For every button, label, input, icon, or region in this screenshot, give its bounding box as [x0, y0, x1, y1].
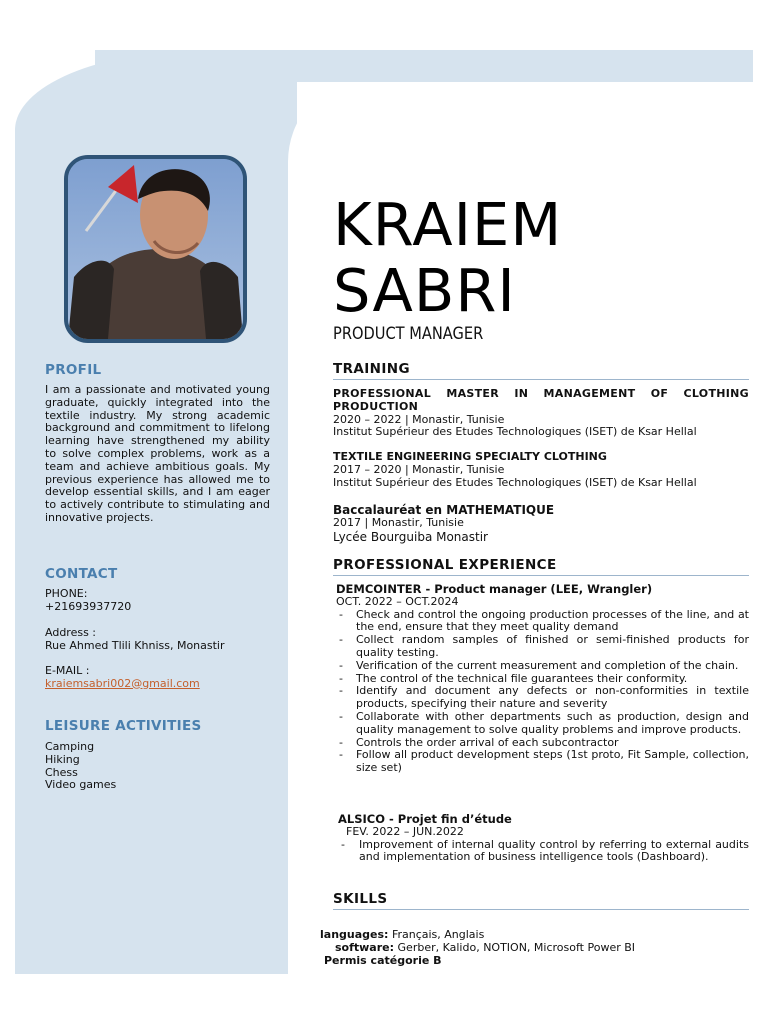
training-school: Institut Supérieur des Etudes Technologiques (ISET) de Ksar Hellal [333, 475, 697, 489]
job-dates: FEV. 2022 – JUN.2022 [346, 824, 464, 838]
job-bullets [336, 609, 749, 775]
list-item: - The control of the technical file guarantees their conformity. [336, 673, 749, 686]
list-item: - Collaborate with other departments such as production, design and quality management to solve quality problems and improve products. [336, 711, 749, 737]
skill-value: Gerber, Kalido, NOTION, Microsoft Power BI [397, 941, 636, 954]
training-title: PROFESSIONAL MASTER IN MANAGEMENT OF CLOTHING PRODUCTION [333, 387, 749, 413]
job-title: ALSICO - Projet fin d’étude [338, 812, 512, 826]
list-item: - Controls the order arrival of each subcontractor [336, 737, 749, 750]
skill-value: Français, Anglais [391, 928, 485, 941]
job-bullets [338, 839, 749, 865]
experience-heading: PROFESSIONAL EXPERIENCE [333, 557, 557, 573]
list-item: Hiking [45, 752, 80, 766]
section-divider [333, 575, 749, 576]
job-entry [336, 583, 749, 775]
skill-label: languages: [320, 928, 389, 941]
list-item: Camping [45, 740, 95, 753]
skill-label: software: [335, 941, 395, 954]
training-dates: 2017 – 2020 | Monastir, Tunisie [333, 462, 505, 476]
job-entry [338, 813, 749, 864]
section-divider [333, 379, 749, 380]
section-divider [333, 909, 749, 910]
list-item: - Improvement of internal quality control by referring to external audits and implementation of business intelligence tools (Dashboard). [338, 839, 749, 865]
training-school: Lycée Bourguiba Monastir [333, 529, 488, 544]
job-title: PRODUCT MANAGER [333, 324, 484, 344]
full-name [333, 192, 562, 324]
training-title: TEXTILE ENGINEERING SPECIALTY CLOTHING [333, 450, 607, 463]
training-dates: 2017 | Monastir, Tunisie [333, 516, 464, 529]
skills-heading: SKILLS [333, 891, 388, 907]
training-school: Institut Supérieur des Etudes Technologiques (ISET) de Ksar Hellal [333, 425, 697, 439]
list-item: Chess [45, 765, 78, 779]
address-value: Rue Ahmed Tlili Khniss, Monastir [45, 638, 225, 652]
first-name: SABRI [333, 256, 516, 325]
training-item [333, 451, 749, 489]
driving-license: Permis catégorie B [324, 954, 442, 967]
job-title: DEMCOINTER - Product manager (LEE, Wrangler) [336, 582, 653, 596]
training-dates: 2020 – 2022 | Monastir, Tunisie [333, 412, 505, 426]
address-block [45, 627, 270, 653]
profile-heading: PROFIL [45, 362, 102, 378]
training-title: Baccalauréat en MATHEMATIQUE [333, 503, 555, 517]
email-label: E-MAIL : [45, 664, 90, 677]
training-item [333, 503, 749, 544]
list-item: - Check and control the ongoing production processes of the line, and at the end, ensure that they meet quality demand [336, 609, 749, 635]
profile-photo [64, 155, 247, 343]
leisure-list [45, 741, 270, 792]
skill-languages [320, 929, 484, 942]
list-item: - Verification of the current measurement and completion of the chain. [336, 660, 749, 673]
list-item: Video games [45, 778, 117, 792]
portrait-image [68, 159, 243, 339]
list-item: - Identify and document any defects or non-conformities in textile products, specifying their nature and severity [336, 685, 749, 711]
profile-text: I am a passionate and motivated young graduate, quickly integrated into the textile industry. My strong academic background and commitment to lifelong learning have strengthened my ability to solve complex problems, work as a team and achieve ambitious goals. My previous experience has allowed me to develop essential skills, and I am eager to actively contribute to stimulating and innovative projects. [45, 383, 270, 524]
job-dates: OCT. 2022 – OCT.2024 [336, 594, 459, 608]
contact-heading: CONTACT [45, 566, 118, 582]
phone-block [45, 588, 270, 614]
address-label: Address : [45, 626, 97, 639]
training-heading: TRAINING [333, 361, 410, 377]
list-item: - Collect random samples of finished or semi-finished products for quality testing. [336, 634, 749, 660]
last-name: KRAIEM [333, 190, 563, 259]
phone-value: +21693937720 [45, 599, 132, 613]
phone-label: PHONE: [45, 587, 88, 600]
list-item: - Follow all product development steps (1st proto, Fit Sample, collection, size set) [336, 749, 749, 775]
email-link[interactable]: kraiemsabri002@gmail.com [45, 676, 200, 690]
skill-software [335, 942, 635, 955]
email-block [45, 665, 270, 691]
training-item [333, 388, 749, 439]
leisure-heading: LEISURE ACTIVITIES [45, 718, 202, 734]
